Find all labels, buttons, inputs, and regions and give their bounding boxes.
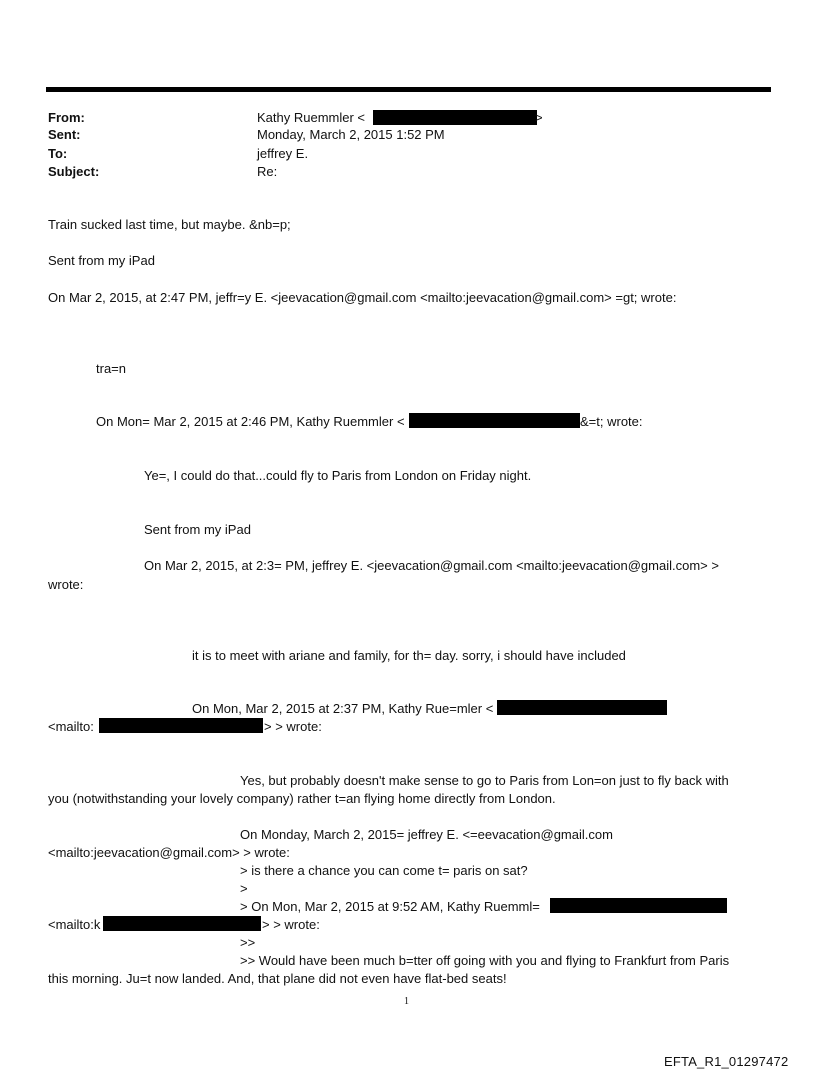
body-line: >> Would have been much b=tter off going with you and flying to Frankfurt from Paris [240, 953, 730, 968]
redaction-box [103, 916, 261, 931]
body-line: <mailto:jeevacation@gmail.com> > wrote: [48, 845, 290, 860]
body-line: tra=n [96, 361, 126, 376]
bates-number: EFTA_R1_01297472 [664, 1054, 789, 1069]
body-line: > [240, 881, 248, 896]
body-line: > is there a chance you can come t= paris on sat? [240, 863, 528, 878]
page-number: 1 [404, 996, 409, 1007]
header-rule [46, 87, 771, 92]
body-line: On Mar 2, 2015, at 2:3= PM, jeffrey E. <jeevacation@gmail.com <mailto:jeevacation@gmail.com> > [144, 558, 719, 573]
body-line: Ye=, I could do that...could fly to Paris from London on Friday night. [144, 468, 532, 483]
body-line: > > wrote: [264, 719, 322, 734]
body-line: > > wrote: [262, 917, 320, 932]
body-line: this morning. Ju=t now landed. And, that plane did not even have flat-bed seats! [48, 971, 507, 986]
to-label: To: [48, 146, 68, 161]
body-line: > On Mon, Mar 2, 2015 at 9:52 AM, Kathy Ruemml= [240, 899, 540, 914]
to-value: jeffrey E. [257, 146, 309, 161]
body-line: wrote: [48, 577, 84, 592]
from-suffix: > [535, 110, 543, 125]
body-line: <mailto:k [48, 917, 101, 932]
sent-value: Monday, March 2, 2015 1:52 PM [257, 127, 445, 142]
subject-value: Re: [257, 164, 278, 179]
body-line: Train sucked last time, but maybe. &nb=p; [48, 217, 291, 232]
redaction-box [409, 413, 580, 428]
body-line: you (notwithstanding your lovely company) rather t=an flying home directly from London. [48, 791, 556, 806]
from-value [257, 109, 543, 126]
body-line: On Mon, Mar 2, 2015 at 2:37 PM, Kathy Rue=mler < [192, 701, 494, 716]
body-line: &=t; wrote: [580, 414, 643, 429]
body-line: Yes, but probably doesn't make sense to go to Paris from Lon=on just to fly back with [240, 773, 729, 788]
redaction-box [99, 718, 263, 733]
sent-label: Sent: [48, 127, 81, 142]
body-line: <mailto: [48, 719, 94, 734]
body-line: Sent from my iPad [144, 522, 251, 537]
body-line: >> [240, 935, 256, 950]
body-line: it is to meet with ariane and family, for th= day. sorry, i should have included [192, 648, 626, 663]
from-label: From: [48, 110, 85, 125]
body-line: On Monday, March 2, 2015= jeffrey E. <=eevacation@gmail.com [240, 827, 613, 842]
body-line: On Mar 2, 2015, at 2:47 PM, jeffr=y E. <jeevacation@gmail.com <mailto:jeevacation@gmail.com> =gt; wrote: [48, 290, 677, 305]
redaction-box [497, 700, 667, 715]
subject-label: Subject: [48, 164, 100, 179]
redaction-box [373, 110, 537, 125]
redaction-box [550, 898, 727, 913]
body-line: On Mon= Mar 2, 2015 at 2:46 PM, Kathy Ruemmler < [96, 414, 405, 429]
body-line: Sent from my iPad [48, 253, 155, 268]
from-prefix: Kathy Ruemmler < [257, 110, 366, 125]
